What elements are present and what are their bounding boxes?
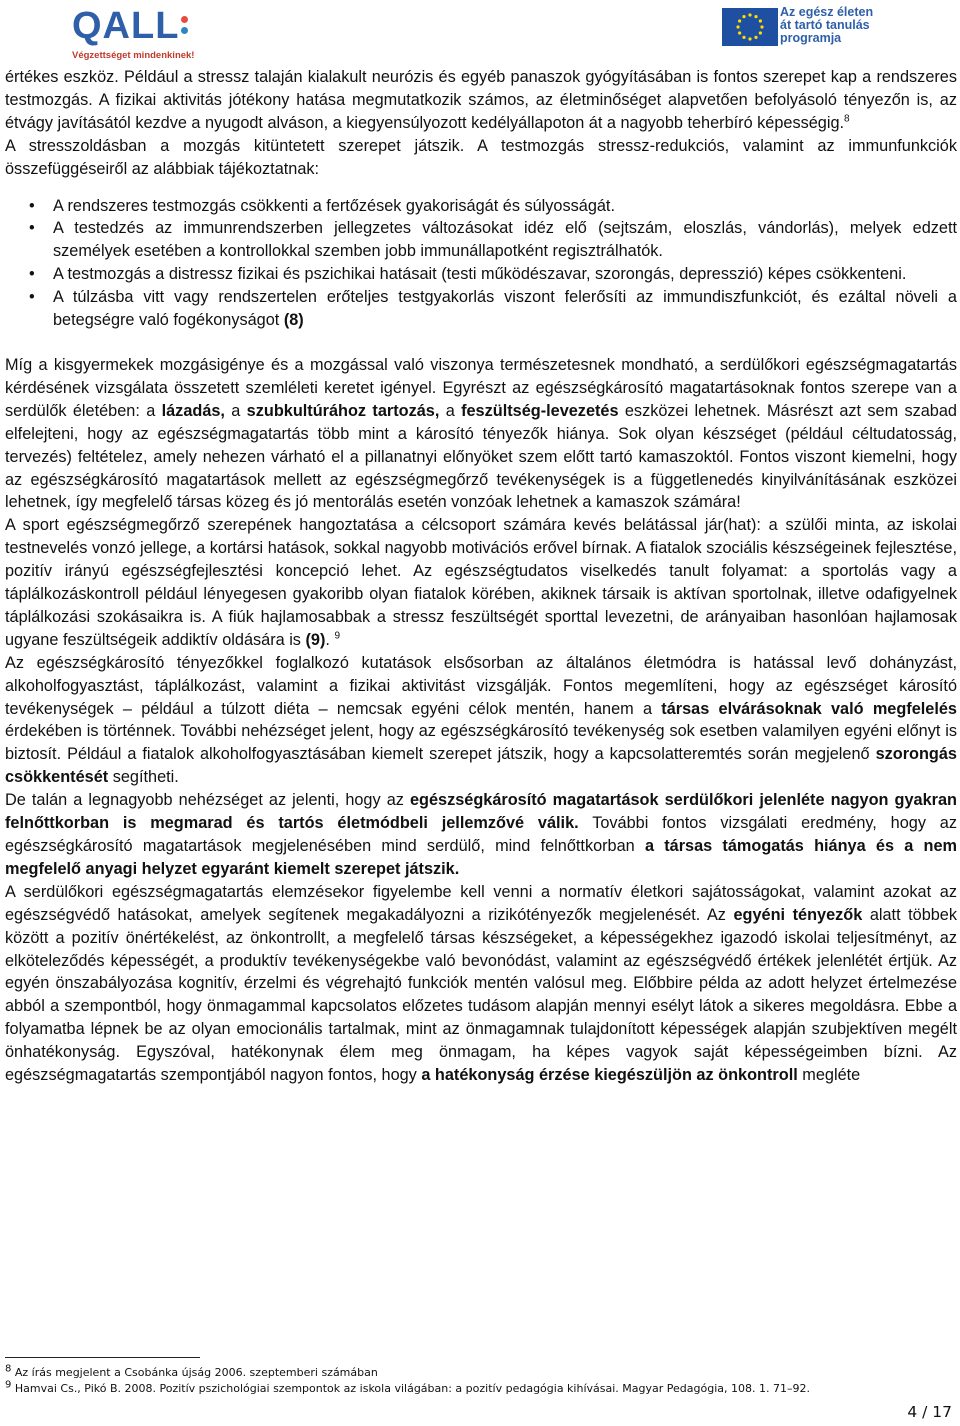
eu-star-icon xyxy=(748,37,751,40)
eu-label-line2: át tartó tanulás xyxy=(780,18,870,32)
paragraph-1-text: értékes eszköz. Például a stressz talaján kialakult neurózis és egyéb panaszok gyógyításában is fontos szerepet kap a rendszeres testmozgás. A fizikai aktivitás jótékony hatása megmutatkozik számos, az életminőséget alapvetően befolyásoló tényezőn is, az étvágy javításától kezdve a nyugodt alváson, a kiegyensúlyozott kedélyállapoton át a nagyobb teherbíró képességig. xyxy=(5,68,957,132)
eu-star-icon xyxy=(754,36,757,39)
paragraph-7: A serdülőkori egészségmagatartás elemzésekor figyelembe kell venni a normatív életkori sajátosságokat, valamint azokat az egészségvédő hatásokat, amelyek segítenek megakadályozni a rizikótényezők megjelenését. Az egyéni tényezők alatt többek között a pozitív önértékelést, az önkontrollt, a megfelelő társas készségeket, a képességekhez igazodó iskolai teljesítményt, az elköteleződés képességét, a produktív tevékenységekbe való bevonódást, valamint az egészségvédő értékek jelenlétét értjük. Az egyén önszabályozása kognitív, érzelmi és végrehajtó funkciók mentén valósul meg. Előbbire példa az adott helyzet értelmezése abból a szempontból, hogy önmagammal kapcsolatos előzetes tudásom alapján mennyi esélyt látok a sikeres megoldásra. Ebbe a folyamatba lépnek be az olyan emocionális tartalmak, mint az önmagamnak tulajdonított képességek alapján szubjektíven megélt önhatékonyság. Egyszóval, hatékonynak élem meg önmagam, ha képes vagyok saját képességeimben bízni. Az egészségmagatartás szempontjából nagyon fontos, hogy a hatékonyság érzése kiegészüljön az önkontroll megléte xyxy=(5,882,958,1085)
qall-logo-dots xyxy=(181,12,188,38)
eu-star-icon xyxy=(736,25,739,28)
eu-star-icon xyxy=(754,15,757,18)
page-header xyxy=(0,0,960,66)
eu-star-icon xyxy=(759,31,762,34)
citation-9: (9) xyxy=(305,630,326,649)
eu-star-icon xyxy=(742,36,745,39)
footnote-8: $^8$ Az írás megjelent a Csobánka újság 2006. szeptemberi számában xyxy=(5,1363,378,1379)
bullet-item: • A testmozgás a distressz fizikai és pszichikai hatásait (testi működészavar, szorongás, depresszió) képes csökkenteni. xyxy=(5,263,957,286)
footnote-ref-9: 9 xyxy=(334,630,341,642)
eu-star-icon xyxy=(738,19,741,22)
bullet-item: • A rendszeres testmozgás csökkenti a fertőzések gyakoriságát és súlyosságát. xyxy=(5,195,957,218)
bullet-item-text: A túlzásba vitt vagy rendszertelen erőteljes testgyakorlás viszont felerősíti az immundiszfunkciót, és ezáltal növeli a betegségre való fogékonyságot xyxy=(53,288,957,330)
paragraph-4: A sport egészségmegőrző szerepének hangoztatása a célcsoport számára kevés belátással jár(hat): a szülői minta, az iskolai testnevelés vonzó jellege, a kortársi hatások, sokkal nagyobb motivációs erővel bírnak. A fiatalok szociális készségeinek fejlesztése, pozitív irányú egészségfejlesztési koncepció lehet. Az egészségtudatos viselkedés tanult folyamat: a sportolás vagy a táplálkozáskontroll például lényegesen gyakoribb olyan fiatalok körében, akiknek társaik is aktívan sportolnak, illetve odafigyelnek táplálkozási szokásaikra is. A fiúk hajlamosabbak a stressz feszültségét sporttal levezetni, de arányaiban hasonlóan hajlamosak ugyane feszültségeik addiktív oldására is (9). $^9$ xyxy=(5,516,957,649)
footnote-9: $^9$ Hamvai Cs., Pikó B. 2008. Pozitív pszichológiai szempontok az iskola világában: a pozitív pedagógia kihívásai. Magyar Pedagógia, 108. 1. 71–92. xyxy=(5,1379,810,1395)
page-number: 4 / 17 xyxy=(907,1403,952,1421)
eu-programme-label xyxy=(780,6,873,45)
paragraph-3: Míg a kisgyermekek mozgásigénye és a mozgással való viszonya természetesnek mondható, a serdülőkori egészségmagatartás kérdésének vizsgálata összetett szemléleti keretet igényel. Egyrészt az egészségkárosító magatartásoknak fontos szerepe van a serdülők életében: a lázadás, a szubkultúrához tartozás, a feszültség-levezetés eszközei lehetnek. Másrészt azt sem szabad elfelejteni, hogy az egészségmagatartás több mint a károsító tényezők hiánya. Sok olyan készséget (például céltudatosság, tervezés) feltételez, amely nehezen várható el a pillanatnyi előnyöket szem előtt tartó kamaszoktól. Fontos viszont kiemelni, hogy az egészségkárosító magatartások mellett az egészségmegőrző tevékenységek is a függetlenedés kinyilvánításának eszközei lehetnek, így megfelelő társas közeg és jó mentorálás esetén vonzóak lehetnek a kamaszok számára! xyxy=(5,355,957,512)
eu-star-icon xyxy=(760,25,763,28)
eu-star-icon xyxy=(738,31,741,34)
paragraph-1 xyxy=(5,66,957,135)
bullet-list xyxy=(5,195,957,332)
footnote-separator xyxy=(5,1357,200,1358)
eu-star-icon xyxy=(748,13,751,16)
footnote-ref-8: 8 xyxy=(844,113,850,125)
eu-label-line3: programja xyxy=(780,31,842,45)
paragraph-2: A stresszoldásban a mozgás kitüntetett szerepet játszik. A testmozgás stressz-redukciós, valamint az immunfunkciók összefüggéseiről az alábbiak tájékoztatnak: xyxy=(5,136,957,178)
paragraph-6: De talán a legnagyobb nehézséget az jelenti, hogy az egészségkárosító magatartások serdülőkori jelenléte nagyon gyakran felnőttkorban is megmarad és tartós életmódbeli jellemzővé válik. További fontos vizsgálati eredmény, hogy az egészségkárosító magatartások megjelenésében mind serdülő, mind felnőttkorban a társas támogatás hiánya és a nem megfelelő anyagi helyzet egyaránt kiemelt szerepet játszik. xyxy=(5,791,958,878)
document-body xyxy=(5,66,957,1087)
bullet-item xyxy=(5,286,957,332)
citation-8: (8) xyxy=(283,311,304,330)
spacer xyxy=(5,332,957,354)
bullet-item: • A testedzés az immunrendszerben jellegzetes változásokat idéz elő (sejtszám, eloszlás, vándorlás), melyek edzett személyek esetében a kontrollokkal szemben jobb immunállapotként regisztrálhatók. xyxy=(5,217,957,263)
eu-star-icon xyxy=(742,15,745,18)
footnotes xyxy=(5,1365,955,1397)
qall-logo-text: QALL xyxy=(72,5,180,47)
eu-label-line1: Az egész életen xyxy=(780,5,874,19)
qall-logo xyxy=(72,4,202,64)
eu-star-icon xyxy=(759,19,762,22)
paragraph-5: Az egészségkárosító tényezőkkel foglalkozó kutatások elsősorban az általános életmódra is hatással levő dohányzást, alkoholfogyasztást, táplálkozást, valamint a fizikai aktivitást vizsgálják. Fontos megemlíteni, hogy az egészséget károsító tevékenységek – például a túlzott diéta – nemcsak egyéni célok mentén, hanem a társas elvárásoknak való megfelelés érdekében is történnek. További nehézséget jelent, hogy az egészségkárosító tevékenység sok esetben valamilyen egyéni előnyt is biztosít. Például a fiatalok alkoholfogyasztásában kiemelt szerepet játszik, hogy a kapcsolatteremtés során megjelenő szorongás csökkentését segítheti. xyxy=(5,653,957,787)
qall-tagline: Végzettséget mindenkinek! xyxy=(72,50,195,61)
eu-flag-icon xyxy=(722,8,778,46)
spacer xyxy=(5,181,957,195)
